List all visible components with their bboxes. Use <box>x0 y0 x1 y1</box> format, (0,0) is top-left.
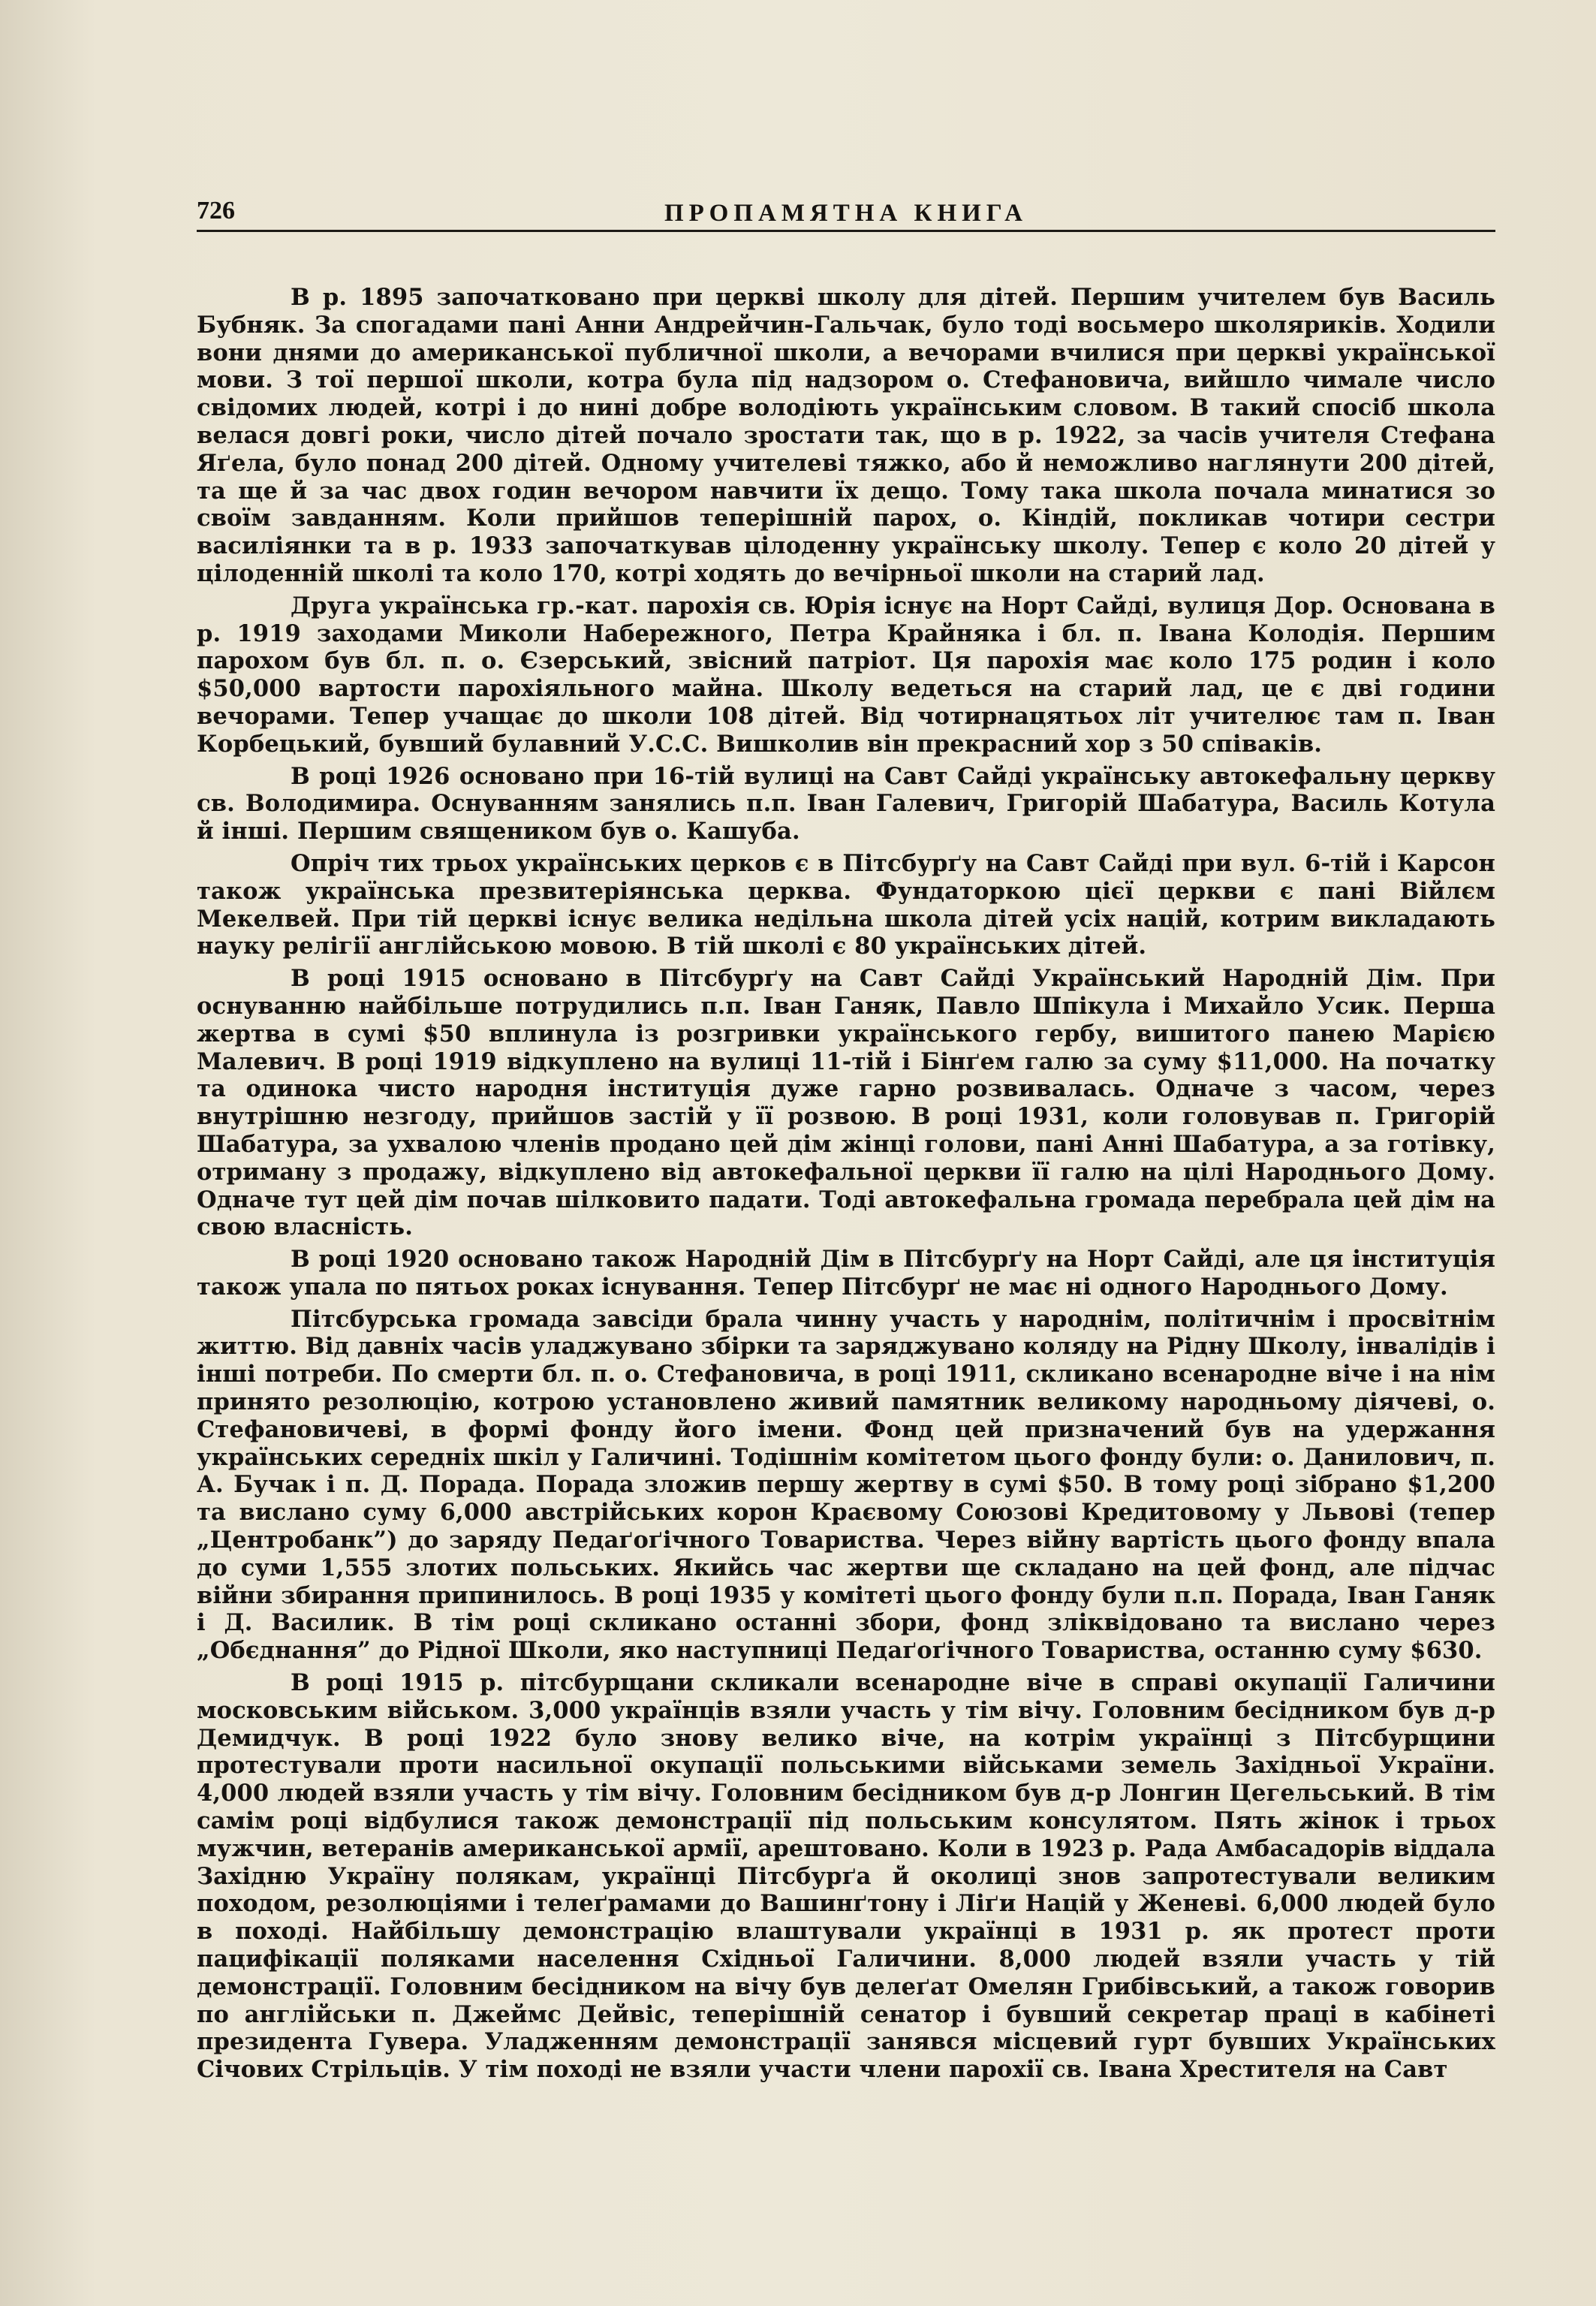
paragraph: В році 1915 р. пітсбурщани скликали всенародне віче в справі окупації Галичини московським військом. 3,000 українців взяли участь у тім вічу. Головним бесідником був д-р Демидчук. В році 1922 було знову велико віче, на котрім українці з Пітсбурщини протестували проти насильної окупації польськими військами земель Західньої України. 4,000 людей взяли участь у тім вічу. Головним бесідником був д-р Лонгин Цегельський. В тім самім році відбулися також демонстрації під польським консулятом. Пять жінок і трьох мужчин, ветеранів американської армії, арештовано. Коли в 1923 р. Рада Амбасадорів віддала Західню Україну полякам, українці Пітсбурґа й околиці знов запротестували великим походом, резолюціями і телеґрамами до Вашинґтону і Ліґи Націй у Женеві. 6,000 людей було в поході. Найбільшу демонстрацію влаштували українці в 1931 р. як протест проти пацифікації поляками населення Східньої Галичини. 8,000 людей взяли участь у тій демонстрації. Головним бесідником на вічу був делеґат Омелян Грибівський, а також говорив по англійськи п. Джеймс Дейвіс, теперішній сенатор і бувший секретар праці в кабінеті президента Гувера. Уладженням демонстрації занявся місцевий гурт бувших Українських Січових Стрільців. У тім поході не взяли участи члени парохії св. Івана Хрестителя на Савт <box>197 1669 1495 2084</box>
header-rule <box>197 230 1495 232</box>
paragraph: В р. 1895 започатковано при церкві школу для дітей. Першим учителем був Василь Бубняк. За спогадами пані Анни Андрейчин-Гальчак, було тоді восьмеро школяриків. Ходили вони днями до американської публичної школи, а вечорами вчилися при церкві української мови. З тої першої школи, котра була під надзором о. Стефановича, вийшло чимале число свідомих людей, котрі і до нині добре володіють українським словом. В такий спосіб школа велася довгі роки, число дітей почало зростати так, що в р. 1922, за часів учителя Стефана Яґела, було понад 200 дітей. Одному учителеві тяжко, або й неможливо наглянути 200 дітей, та ще й за час двох годин вечором навчити їх дещо. Тому така школа почала минатися зо своїм завданням. Коли прийшов теперішній парох, о. Кіндій, покликав чотири сестри василіянки та в р. 1933 започаткував цілоденну українську школу. Тепер є коло 20 дітей у цілоденній школі та коло 170, котрі ходять до вечірньої школи на старий лад. <box>197 284 1495 587</box>
body-text <box>197 284 1495 2084</box>
paragraph: В році 1926 основано при 16-тій вулиці на Савт Сайді українську автокефальну церкву св. Володимира. Оснуванням занялись п.п. Іван Галевич, Григорій Шабатура, Василь Котула й інші. Першим священиком був о. Кашуба. <box>197 762 1495 846</box>
paragraph: Друга українська гр.-кат. парохія св. Юрія існує на Норт Сайді, вулиця Дор. Основана в р. 1919 заходами Миколи Набережного, Петра Крайняка і бл. п. Івана Колодія. Першим парохом був бл. п. о. Єзерський, звісний патріот. Ця парохія має коло 175 родин і коло $50,000 вартости парохіяльного майна. Школу ведеться на старий лад, це є дві години вечорами. Тепер учащає до школи 108 дітей. Від чотирнацятьох літ учителює там п. Іван Корбецький, бувший булавний У.С.С. Вишколив він прекрасний хор з 50 співаків. <box>197 592 1495 758</box>
running-title: ПРОПАМЯТНА КНИГА <box>664 200 1028 227</box>
page-number: 726 <box>197 197 235 225</box>
page-header <box>197 192 1495 231</box>
paragraph: Опріч тих трьох українських церков є в Пітсбурґу на Савт Сайді при вул. 6-тій і Карсон також українська презвитеріянська церква. Фундаторкою цієї церкви є пані Війлєм Мекелвей. При тій церкві існує велика недільна школа дітей усіх націй, котрим викладають науку релігії англійською мовою. В тій школі є 80 українських дітей. <box>197 849 1495 960</box>
paragraph: В році 1920 основано також Народній Дім в Пітсбурґу на Норт Сайді, але ця інституція також упала по пятьох роках існування. Тепер Пітсбурґ не має ні одного Народнього Дому. <box>197 1246 1495 1301</box>
paragraph: Пітсбурська громада завсіди брала чинну участь у народнім, політичнім і просвітнім життю. Від давніх часів уладжувано збірки та заряджувано коляду на Рідну Школу, інвалідів і інші потреби. По смерти бл. п. о. Стефановича, в році 1911, скликано всенародне віче і на нім принято резолюцію, котрою установлено живий памятник великому народньому діячеві, о. Стефановичеві, в формі фонду його імени. Фонд цей призначений був на удержання українських середніх шкіл у Галичині. Тодішнім комітетом цього фонду були: о. Данилович, п. А. Бучак і п. Д. Порада. Порада зложив першу жертву в сумі $50. В тому році зібрано $1,200 та вислано суму 6,000 австрійських корон Краєвому Союзові Кредитовому у Львові (тепер „Центробанк”) до заряду Педаґоґічного Товариства. Через війну вартість цього фонду впала до суми 1,555 злотих польських. Якийсь час жертви ще складано на цей фонд, але підчас війни збирання припинилось. В році 1935 у комітеті цього фонду були п.п. Порада, Іван Ганяк і Д. Василик. В тім році скликано останні збори, фонд зліквідовано та вислано через „Обєднання” до Рідної Школи, яко наступниці Педаґоґічного Товариства, останню суму $630. <box>197 1305 1495 1665</box>
paragraph: В році 1915 основано в Пітсбурґу на Савт Сайді Український Народній Дім. При оснуванню найбільше потрудились п.п. Іван Ганяк, Павло Шпікула і Михайло Усик. Перша жертва в сумі $50 вплинула із розгривки українського гербу, вишитого панею Марією Малевич. В році 1919 відкуплено на вулиці 11-тій і Бінґем галю за суму $11,000. На початку та одинока чисто народня інституція дуже гарно розвивалась. Одначе з часом, через внутрішню незгоду, прийшов застій у її розвою. В році 1931, коли головував п. Григорій Шабатура, за ухвалою членів продано цей дім жінці голови, пані Анні Шабатура, а за готівку, отриману з продажу, відкуплено від автокефальної церкви її галю на цілі Народнього Дому. Одначе тут цей дім почав шілковито падати. Тоді автокефальна громада перебрала цей дім на свою власність. <box>197 965 1495 1241</box>
